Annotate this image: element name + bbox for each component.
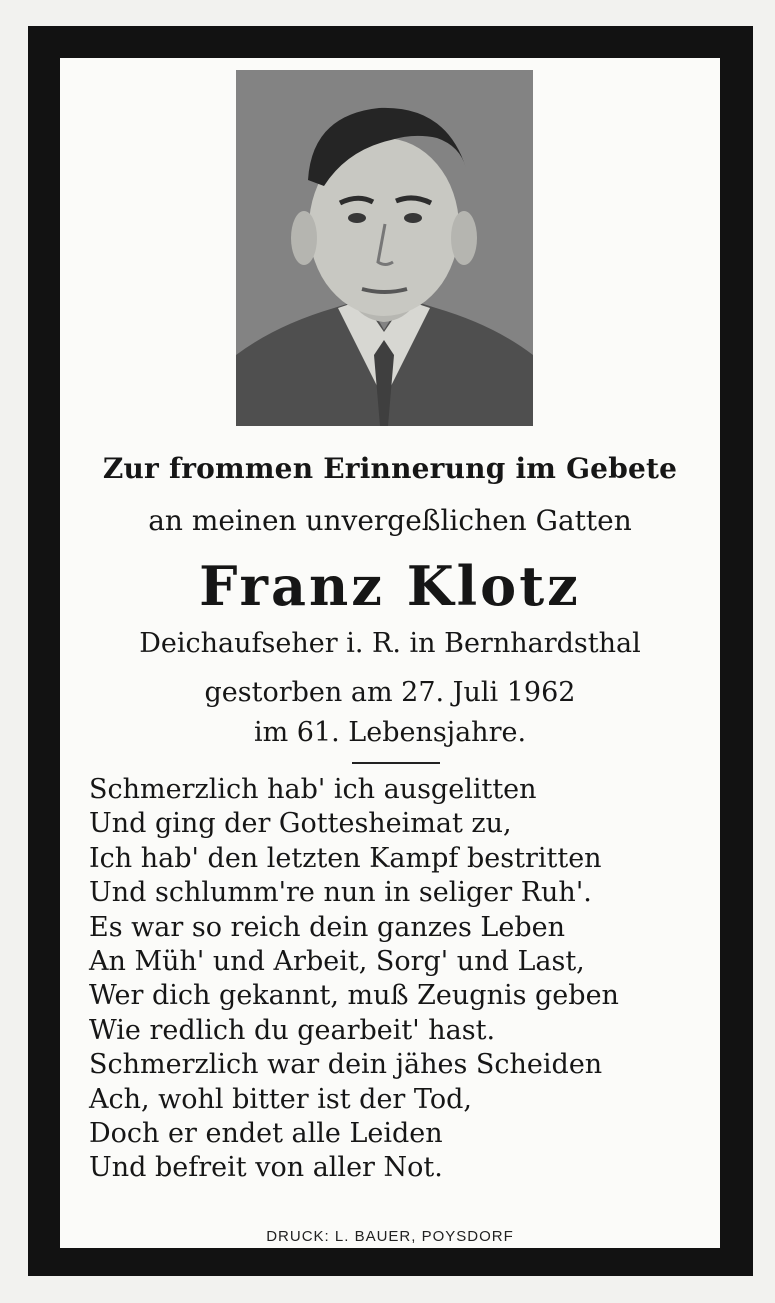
poem-line: Wer dich gekannt, muß Zeugnis geben (89, 980, 619, 1012)
printer-imprint: DRUCK: L. BAUER, POYSDORF (266, 1228, 514, 1245)
death-date: gestorben am 27. Juli 1962 (204, 677, 576, 708)
poem-line: Und befreit von aller Not. (89, 1152, 443, 1184)
poem-line: Ich hab' den letzten Kampf bestritten (89, 842, 602, 874)
deceased-name: Franz Klotz (199, 554, 581, 618)
poem-line: Schmerzlich war dein jähes Scheiden (89, 1049, 603, 1081)
deceased-occupation: Deichaufseher i. R. in Bernhardsthal (139, 628, 641, 659)
poem-line: Es war so reich dein ganzes Leben (89, 911, 565, 943)
age-at-death: im 61. Lebensjahre. (253, 717, 527, 748)
poem-line: Und schlumm're nun in seliger Ruh'. (89, 877, 592, 909)
memorial-poem (89, 773, 709, 1186)
memorial-heading: Zur frommen Erinnerung im Gebete (102, 452, 678, 485)
poem-line: Schmerzlich hab' ich ausgelitten (89, 774, 537, 805)
poem-line: Ach, wohl bitter ist der Tod, (89, 1083, 472, 1115)
divider-line (352, 762, 440, 764)
poem-line: Wie redlich du gearbeit' hast. (89, 1014, 496, 1046)
dedication-line: an meinen unvergeßlichen Gatten (148, 504, 632, 537)
portrait-illustration (236, 70, 533, 426)
poem-line: Und ging der Gottesheimat zu, (89, 808, 512, 840)
poem-line: Doch er endet alle Leiden (89, 1118, 443, 1150)
portrait-photo (236, 70, 533, 426)
poem-line: An Müh' und Arbeit, Sorg' und Last, (89, 946, 585, 978)
